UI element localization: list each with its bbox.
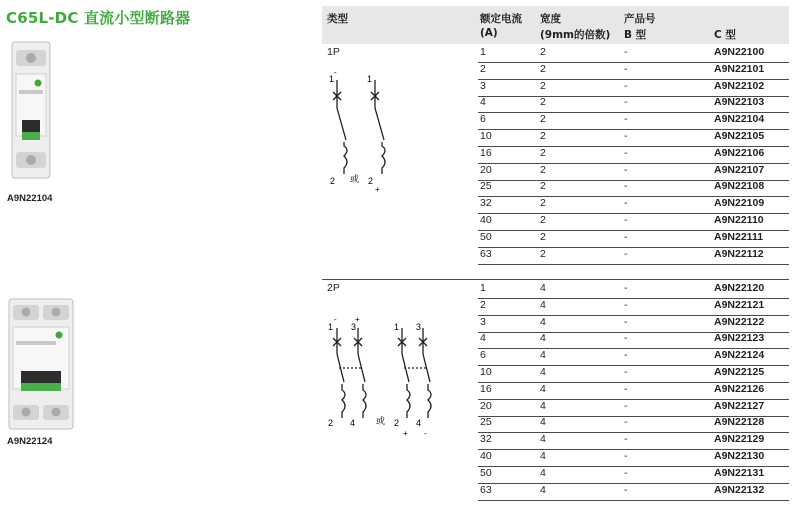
section-label-1p: 1P [327,46,340,58]
cell-width: 4 [540,450,546,462]
section-label-2p: 2P [327,282,340,294]
cell-b-type: - [624,399,628,412]
diag-terminal-1p-c: 1 [367,74,373,84]
table-row [478,146,789,164]
cell-c-type: A9N22122 [714,315,765,328]
breaker-2p-image [6,297,76,431]
cell-c-type: A9N22108 [714,180,765,193]
header-current: 额定电流 [480,13,522,25]
cell-width: 4 [540,433,546,446]
cell-rated-current: 10 [480,130,492,142]
cell-b-type: - [624,382,628,395]
cell-rated-current: 4 [480,96,486,109]
cell-width: 4 [540,366,546,378]
cell-c-type: A9N22127 [714,399,765,412]
diag-terminal-2p-3b: 3 [416,322,422,332]
diag-terminal-2p-4b: 4 [416,418,422,428]
cell-width: 2 [540,130,546,142]
table-row [478,466,789,484]
diag-terminal-2p-3a: 3 [351,322,357,332]
cell-c-type: A9N22106 [714,146,765,159]
cell-rated-current: 20 [480,163,492,176]
table-row [478,247,789,265]
wiring-diagram-1p [322,62,392,196]
cell-b-type: - [624,366,628,378]
cell-b-type: - [624,332,628,345]
cell-c-type: A9N22111 [714,230,764,243]
breaker-1p-image [8,40,54,180]
cell-b-type: - [624,130,628,142]
header-product: 产品号 [624,13,656,25]
cell-b-type: - [624,433,628,446]
cell-b-type: - [624,298,628,311]
diag-terminal-1p-b: 2 [330,176,336,186]
cell-rated-current: 3 [480,315,486,328]
cell-rated-current: 6 [480,113,486,126]
cell-width: 2 [540,113,546,126]
cell-c-type: A9N22128 [714,416,765,429]
cell-rated-current: 1 [480,46,486,58]
cell-width: 2 [540,180,546,193]
cell-width: 2 [540,79,546,92]
cell-rated-current: 63 [480,247,492,260]
section-divider [322,279,789,280]
cell-rated-current: 50 [480,230,492,243]
diag-terminal-2p-1b: 1 [394,322,400,332]
cell-b-type: - [624,79,628,92]
cell-b-type: - [624,247,628,260]
table-row [478,315,789,333]
cell-c-type: A9N22124 [714,349,765,362]
cell-rated-current: 63 [480,483,492,496]
cell-width: 4 [540,282,546,294]
cell-b-type: - [624,315,628,328]
cell-width: 2 [540,62,546,75]
header-type: 类型 [327,13,348,25]
diag-terminal-2p-1a: 1 [328,322,334,332]
cell-rated-current: 20 [480,399,492,412]
cell-b-type: - [624,113,628,126]
cell-rated-current: 3 [480,79,486,92]
cell-c-type: A9N22120 [714,282,765,294]
cell-b-type: - [624,180,628,193]
cell-b-type: - [624,214,628,226]
cell-c-type: A9N22131 [714,466,765,479]
cell-width: 2 [540,214,546,226]
cell-b-type: - [624,163,628,176]
table-row [478,348,789,366]
cell-rated-current: 6 [480,349,486,362]
cell-c-type: A9N22126 [714,382,765,395]
cell-b-type: - [624,466,628,479]
cell-width: 4 [540,315,546,328]
cell-c-type: A9N22109 [714,197,765,210]
table-row [478,298,789,316]
product-code-2p: A9N22124 [7,436,53,447]
diag-sign-2p-minus-b: - [424,429,427,438]
header-c-type: C 型 [714,29,736,41]
diag-terminal-1p-a: 1 [329,74,335,84]
cell-c-type: A9N22104 [714,113,765,126]
cell-c-type: A9N22105 [714,130,765,142]
cell-c-type: A9N22103 [714,96,765,109]
header-current-unit: (A) [480,27,498,39]
cell-rated-current: 4 [480,332,486,345]
product-code-1p: A9N22104 [7,193,53,204]
diag-terminal-1p-d: 2 [368,176,374,186]
table-row [478,95,789,113]
cell-c-type: A9N22101 [714,62,765,75]
table-row [478,179,789,197]
cell-width: 2 [540,96,546,109]
cell-c-type: A9N22102 [714,79,765,92]
table-row [478,45,789,63]
cell-rated-current: 25 [480,180,492,193]
cell-rated-current: 50 [480,466,492,479]
cell-c-type: A9N22112 [714,247,764,260]
diag-or-1p: 或 [350,174,360,184]
cell-width: 4 [540,416,546,429]
table-row [478,112,789,130]
cell-b-type: - [624,349,628,362]
table-row [478,230,789,248]
cell-c-type: A9N22129 [714,433,765,446]
diag-terminal-2p-4a: 4 [350,418,356,428]
cell-width: 4 [540,332,546,345]
page-title: C65L-DC 直流小型断路器 [6,9,191,27]
cell-width: 4 [540,483,546,496]
diag-sign-2p-plus-b: + [403,429,408,438]
cell-c-type: A9N22107 [714,163,765,176]
cell-b-type: - [624,197,628,210]
cell-c-type: A9N22130 [714,450,765,462]
diag-sign-2p-plus-a: + [355,315,360,324]
table-row [478,129,789,147]
table-row [478,281,789,299]
cell-b-type: - [624,416,628,429]
cell-b-type: - [624,230,628,243]
cell-rated-current: 25 [480,416,492,429]
cell-rated-current: 32 [480,433,492,446]
cell-width: 2 [540,197,546,210]
cell-c-type: A9N22123 [714,332,765,345]
diag-sign-2p-minus-a: - [334,315,337,324]
cell-width: 2 [540,163,546,176]
cell-width: 4 [540,399,546,412]
diag-sign-1p-minus: - [334,68,337,77]
header-width: 宽度 [540,13,561,25]
cell-b-type: - [624,483,628,496]
cell-rated-current: 2 [480,62,486,75]
cell-width: 2 [540,146,546,159]
cell-c-type: A9N22121 [714,298,765,311]
diag-sign-1p-plus: + [375,185,380,194]
table-row [478,382,789,400]
header-width-unit: (9mm的倍数) [540,29,611,41]
cell-width: 2 [540,247,546,260]
cell-rated-current: 10 [480,366,492,378]
diag-or-2p: 或 [376,416,386,426]
header-b-type: B 型 [624,29,647,41]
table-row [478,163,789,181]
cell-c-type: A9N22125 [714,366,765,378]
cell-b-type: - [624,96,628,109]
cell-b-type: - [624,450,628,462]
cell-b-type: - [624,62,628,75]
cell-c-type: A9N22110 [714,214,764,226]
cell-b-type: - [624,282,628,294]
cell-width: 4 [540,382,546,395]
cell-width: 2 [540,230,546,243]
cell-rated-current: 1 [480,282,486,294]
diag-terminal-2p-2a: 2 [328,418,334,428]
cell-rated-current: 40 [480,450,492,462]
cell-c-type: A9N22132 [714,483,765,496]
cell-rated-current: 40 [480,214,492,226]
table-row [478,449,789,467]
table-row [478,62,789,80]
table-row [478,399,789,417]
table-row [478,432,789,450]
cell-rated-current: 2 [480,298,486,311]
cell-width: 4 [540,466,546,479]
table-row [478,213,789,231]
cell-width: 4 [540,298,546,311]
cell-rated-current: 32 [480,197,492,210]
table-row [478,415,789,433]
wiring-diagram-2p [322,312,444,438]
cell-rated-current: 16 [480,382,492,395]
cell-b-type: - [624,46,628,58]
table-row [478,365,789,383]
table-row [478,196,789,214]
diag-terminal-2p-2b: 2 [394,418,400,428]
table-row [478,331,789,349]
cell-width: 4 [540,349,546,362]
table-row [478,79,789,97]
cell-b-type: - [624,146,628,159]
cell-width: 2 [540,46,546,58]
table-row [478,483,789,501]
cell-rated-current: 16 [480,146,492,159]
cell-c-type: A9N22100 [714,46,765,58]
